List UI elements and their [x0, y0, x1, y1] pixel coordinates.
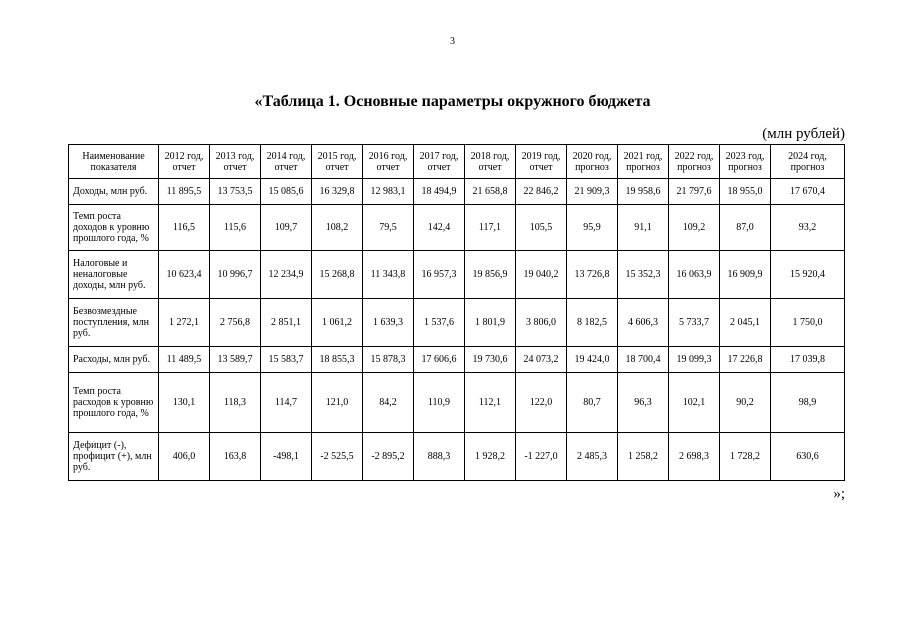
- table-cell: 17 606,6: [414, 347, 465, 373]
- table-cell: 18 700,4: [618, 347, 669, 373]
- table-row: [69, 299, 845, 347]
- table-cell: 109,7: [261, 205, 312, 251]
- table-cell: 15 352,3: [618, 251, 669, 299]
- table-cell: 15 268,8: [312, 251, 363, 299]
- table-cell: 12 983,1: [363, 179, 414, 205]
- row-label: Налоговые и неналоговые доходы, млн руб.: [69, 251, 159, 299]
- header-cell: 2019 год, отчет: [516, 145, 567, 179]
- table-cell: 117,1: [465, 205, 516, 251]
- table-cell: 109,2: [669, 205, 720, 251]
- table-cell: 122,0: [516, 373, 567, 433]
- table-cell: 12 234,9: [261, 251, 312, 299]
- table-cell: 11 489,5: [159, 347, 210, 373]
- table-cell: 1 801,9: [465, 299, 516, 347]
- table-cell: 18 494,9: [414, 179, 465, 205]
- table-cell: 11 895,5: [159, 179, 210, 205]
- table-cell: 16 063,9: [669, 251, 720, 299]
- table-cell: 18 955,0: [720, 179, 771, 205]
- table-cell: 13 589,7: [210, 347, 261, 373]
- table-cell: 1 750,0: [771, 299, 845, 347]
- units-label: (млн рублей): [762, 126, 845, 142]
- table-cell: 102,1: [669, 373, 720, 433]
- table-cell: 3 806,0: [516, 299, 567, 347]
- table-cell: -1 227,0: [516, 433, 567, 481]
- table-cell: 19 099,3: [669, 347, 720, 373]
- table-row: [69, 433, 845, 481]
- table-cell: 79,5: [363, 205, 414, 251]
- table-cell: 15 920,4: [771, 251, 845, 299]
- table-cell: 17 039,8: [771, 347, 845, 373]
- header-cell: 2024 год, прогноз: [771, 145, 845, 179]
- table-cell: 121,0: [312, 373, 363, 433]
- table-cell: 1 258,2: [618, 433, 669, 481]
- table-cell: 98,9: [771, 373, 845, 433]
- table-cell: -498,1: [261, 433, 312, 481]
- table-cell: 13 726,8: [567, 251, 618, 299]
- table-cell: 11 343,8: [363, 251, 414, 299]
- table-cell: 1 928,2: [465, 433, 516, 481]
- table-cell: 142,4: [414, 205, 465, 251]
- table-cell: 18 855,3: [312, 347, 363, 373]
- row-label: Безвозмездные поступления, млн руб.: [69, 299, 159, 347]
- table-cell: 13 753,5: [210, 179, 261, 205]
- table-cell: 110,9: [414, 373, 465, 433]
- table-cell: 21 797,6: [669, 179, 720, 205]
- table-row: [69, 205, 845, 251]
- table-cell: 116,5: [159, 205, 210, 251]
- table-row: [69, 251, 845, 299]
- table-cell: 17 226,8: [720, 347, 771, 373]
- table-cell: 80,7: [567, 373, 618, 433]
- row-label: Доходы, млн руб.: [69, 179, 159, 205]
- table-cell: 888,3: [414, 433, 465, 481]
- table-cell: 91,1: [618, 205, 669, 251]
- table-cell: 10 996,7: [210, 251, 261, 299]
- table-cell: 2 045,1: [720, 299, 771, 347]
- table-cell: 19 958,6: [618, 179, 669, 205]
- table-cell: 118,3: [210, 373, 261, 433]
- table-cell: -2 525,5: [312, 433, 363, 481]
- header-cell: 2021 год, прогноз: [618, 145, 669, 179]
- row-label: Темп роста расходов к уровню прошлого года, %: [69, 373, 159, 433]
- header-cell: 2022 год, прогноз: [669, 145, 720, 179]
- header-cell: 2013 год, отчет: [210, 145, 261, 179]
- table-cell: 22 846,2: [516, 179, 567, 205]
- table-cell: 17 670,4: [771, 179, 845, 205]
- table-cell: 1 272,1: [159, 299, 210, 347]
- table-cell: 16 957,3: [414, 251, 465, 299]
- table-cell: 15 085,6: [261, 179, 312, 205]
- header-row: [69, 145, 845, 179]
- table-cell: 84,2: [363, 373, 414, 433]
- table-cell: 163,8: [210, 433, 261, 481]
- table-cell: 114,7: [261, 373, 312, 433]
- table-cell: 630,6: [771, 433, 845, 481]
- table-cell: 24 073,2: [516, 347, 567, 373]
- table-cell: 1 061,2: [312, 299, 363, 347]
- table-title: «Таблица 1. Основные параметры окружного бюджета: [254, 93, 651, 110]
- table-cell: 1 639,3: [363, 299, 414, 347]
- header-cell: 2012 год, отчет: [159, 145, 210, 179]
- header-cell: 2020 год, прогноз: [567, 145, 618, 179]
- table-cell: 2 698,3: [669, 433, 720, 481]
- table-cell: 4 606,3: [618, 299, 669, 347]
- table-cell: 15 878,3: [363, 347, 414, 373]
- table-cell: 10 623,4: [159, 251, 210, 299]
- table-cell: 87,0: [720, 205, 771, 251]
- table-cell: 130,1: [159, 373, 210, 433]
- row-label: Дефицит (-), профицит (+), млн руб.: [69, 433, 159, 481]
- table-cell: 90,2: [720, 373, 771, 433]
- header-cell: 2014 год, отчет: [261, 145, 312, 179]
- header-cell: 2017 год, отчет: [414, 145, 465, 179]
- header-cell: 2015 год, отчет: [312, 145, 363, 179]
- table-cell: 1 537,6: [414, 299, 465, 347]
- header-cell: 2016 год, отчет: [363, 145, 414, 179]
- table-cell: 8 182,5: [567, 299, 618, 347]
- row-label: Темп роста доходов к уровню прошлого года, %: [69, 205, 159, 251]
- table-cell: 1 728,2: [720, 433, 771, 481]
- table-cell: 115,6: [210, 205, 261, 251]
- table-cell: 19 856,9: [465, 251, 516, 299]
- table-cell: 112,1: [465, 373, 516, 433]
- table-cell: 2 851,1: [261, 299, 312, 347]
- table-cell: 2 485,3: [567, 433, 618, 481]
- budget-table: [68, 144, 845, 481]
- table-cell: -2 895,2: [363, 433, 414, 481]
- table-cell: 19 040,2: [516, 251, 567, 299]
- table-cell: 108,2: [312, 205, 363, 251]
- table-cell: 21 658,8: [465, 179, 516, 205]
- table-row: [69, 179, 845, 205]
- table-cell: 16 329,8: [312, 179, 363, 205]
- header-cell: Наименование показателя: [69, 145, 159, 179]
- table-cell: 96,3: [618, 373, 669, 433]
- header-cell: 2018 год, отчет: [465, 145, 516, 179]
- table-cell: 2 756,8: [210, 299, 261, 347]
- header-cell: 2023 год, прогноз: [720, 145, 771, 179]
- table-cell: 5 733,7: [669, 299, 720, 347]
- row-label: Расходы, млн руб.: [69, 347, 159, 373]
- table-row: [69, 347, 845, 373]
- table-cell: 15 583,7: [261, 347, 312, 373]
- table-cell: 105,5: [516, 205, 567, 251]
- page-number: 3: [450, 36, 455, 47]
- table-row: [69, 373, 845, 433]
- table-cell: 95,9: [567, 205, 618, 251]
- table-cell: 93,2: [771, 205, 845, 251]
- table-cell: 406,0: [159, 433, 210, 481]
- closing-quote-mark: »;: [833, 486, 845, 502]
- table-cell: 16 909,9: [720, 251, 771, 299]
- table-cell: 19 730,6: [465, 347, 516, 373]
- table-cell: 19 424,0: [567, 347, 618, 373]
- table-cell: 21 909,3: [567, 179, 618, 205]
